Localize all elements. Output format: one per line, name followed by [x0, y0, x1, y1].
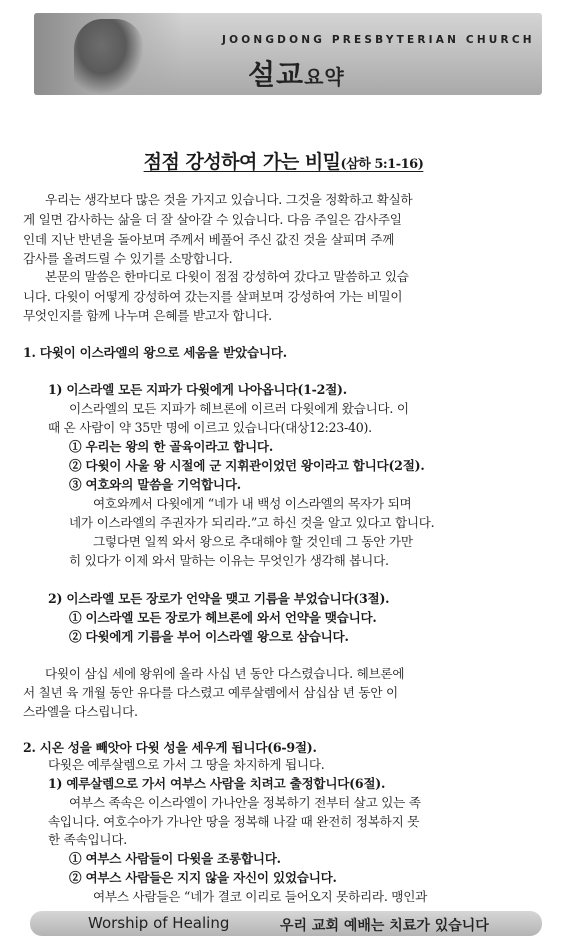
list-item: ② 다윗에게 기름을 부어 이스라엘 왕으로 삼습니다. [69, 629, 349, 644]
section-heading: 1. 다윗이 이스라엘의 왕으로 세움을 받았습니다. [23, 345, 287, 360]
body-line: 인데 지난 반년을 돌아보며 주께서 베풀어 주신 값진 것을 살피며 주께 [23, 232, 395, 247]
body-line: 감사를 올려드릴 수 있기를 소망합니다. [23, 251, 233, 266]
header-banner [34, 13, 542, 95]
header-title-main: 설교 [248, 58, 305, 91]
header-title [248, 53, 345, 93]
body-line: 때 온 사람이 약 35만 명에 이르고 있습니다(대상12:23-40). [48, 420, 372, 435]
sermon-title [0, 147, 567, 174]
body-line: 다윗이 삼십 세에 왕위에 올라 사십 년 동안 다스렸습니다. 헤브론에 [45, 666, 405, 681]
body-line: 다윗은 예루살렘으로 가서 그 땅을 차지하게 됩니다. [48, 757, 325, 772]
subsection-heading: 1) 예루살렘으로 가서 여부스 사람을 치려고 출정합니다(6절). [48, 776, 386, 791]
footer-slogan-korean: 우리 교회 예배는 치료가 있습니다 [280, 918, 489, 934]
list-item: ② 다윗이 사울 왕 시절에 군 지휘관이었던 왕이라고 합니다(2절). [69, 458, 425, 473]
header-photo [34, 13, 184, 95]
list-item: ③ 여호와의 말씀을 기억합니다. [69, 477, 241, 492]
body-line: 본문의 말씀은 한마디로 다윗이 점점 강성하여 갔다고 말씀하고 있습 [45, 269, 409, 284]
subsection-heading: 1) 이스라엘 모든 지파가 다윗에게 나아옵니다(1-2절). [48, 382, 347, 397]
body-line: 스라엘을 다스립니다. [23, 704, 138, 719]
sermon-reference: (삼하 5:1-16) [340, 157, 424, 172]
body-line: 그렇다면 일찍 와서 왕으로 추대해야 할 것인데 그 동안 가만 [93, 534, 413, 549]
section-heading: 2. 시온 성을 빼앗아 다윗 성을 세우게 됩니다(6-9절). [23, 740, 317, 755]
body-line: 니다. 다윗이 어떻게 강성하여 갔는지를 살펴보며 강성하여 가는 비밀이 [23, 289, 403, 304]
body-line: 한 족속입니다. [48, 832, 127, 847]
list-item: ② 여부스 사람들은 지지 않을 자신이 있었습니다. [69, 870, 337, 885]
body-line: 무엇인지를 함께 나누며 은혜를 받고자 합니다. [23, 308, 272, 323]
body-line: 여부스 사람들은 “네가 결코 이리로 들어오지 못하리라. 맹인과 [93, 889, 428, 904]
body-line: 서 칠년 육 개월 동안 유다를 다스렸고 예루살렘에서 삼십삼 년 동안 이 [23, 685, 398, 700]
body-line: 속입니다. 여호수아가 가나안 땅을 정복해 나갈 때 완전히 정복하지 못 [48, 814, 420, 829]
body-line: 게 일면 감사하는 삶을 더 잘 살아갈 수 있습니다. 다음 주일은 감사주일 [23, 212, 402, 227]
body-line: 여호와께서 다윗에게 “네가 내 백성 이스라엘의 목자가 되며 [93, 496, 412, 511]
body-line: 네가 이스라엘의 주권자가 되리라.”고 하신 것을 알고 있다고 합니다. [69, 515, 435, 530]
praying-person-image [74, 19, 144, 95]
body-line: 우리는 생각보다 많은 것을 가지고 있습니다. 그것을 정확하고 확실하 [45, 192, 413, 207]
footer-banner [30, 911, 542, 936]
sermon-title-text: 점점 강성하여 가는 비밀 [143, 151, 341, 173]
list-item: ① 우리는 왕의 한 골육이라고 합니다. [69, 439, 273, 454]
list-item: ① 이스라엘 모든 장로가 헤브론에 와서 언약을 맺습니다. [69, 610, 377, 625]
church-name: JOONGDONG PRESBYTERIAN CHURCH [222, 34, 535, 46]
list-item: ① 여부스 사람들이 다윗을 조롱합니다. [69, 851, 281, 866]
subsection-heading: 2) 이스라엘 모든 장로가 언약을 맺고 기름을 부었습니다(3절). [48, 591, 390, 606]
body-line: 이스라엘의 모든 지파가 헤브론에 이르러 다윗에게 왔습니다. 이 [69, 401, 409, 416]
header-title-sub: 요약 [304, 65, 345, 89]
body-line: 히 있다가 이제 와서 말하는 이유는 무엇인가 생각해 봅니다. [69, 553, 389, 568]
footer-slogan-english: Worship of Healing [88, 914, 230, 932]
body-line: 여부스 족속은 이스라엘이 가나안을 정복하기 전부터 살고 있는 족 [69, 795, 421, 810]
